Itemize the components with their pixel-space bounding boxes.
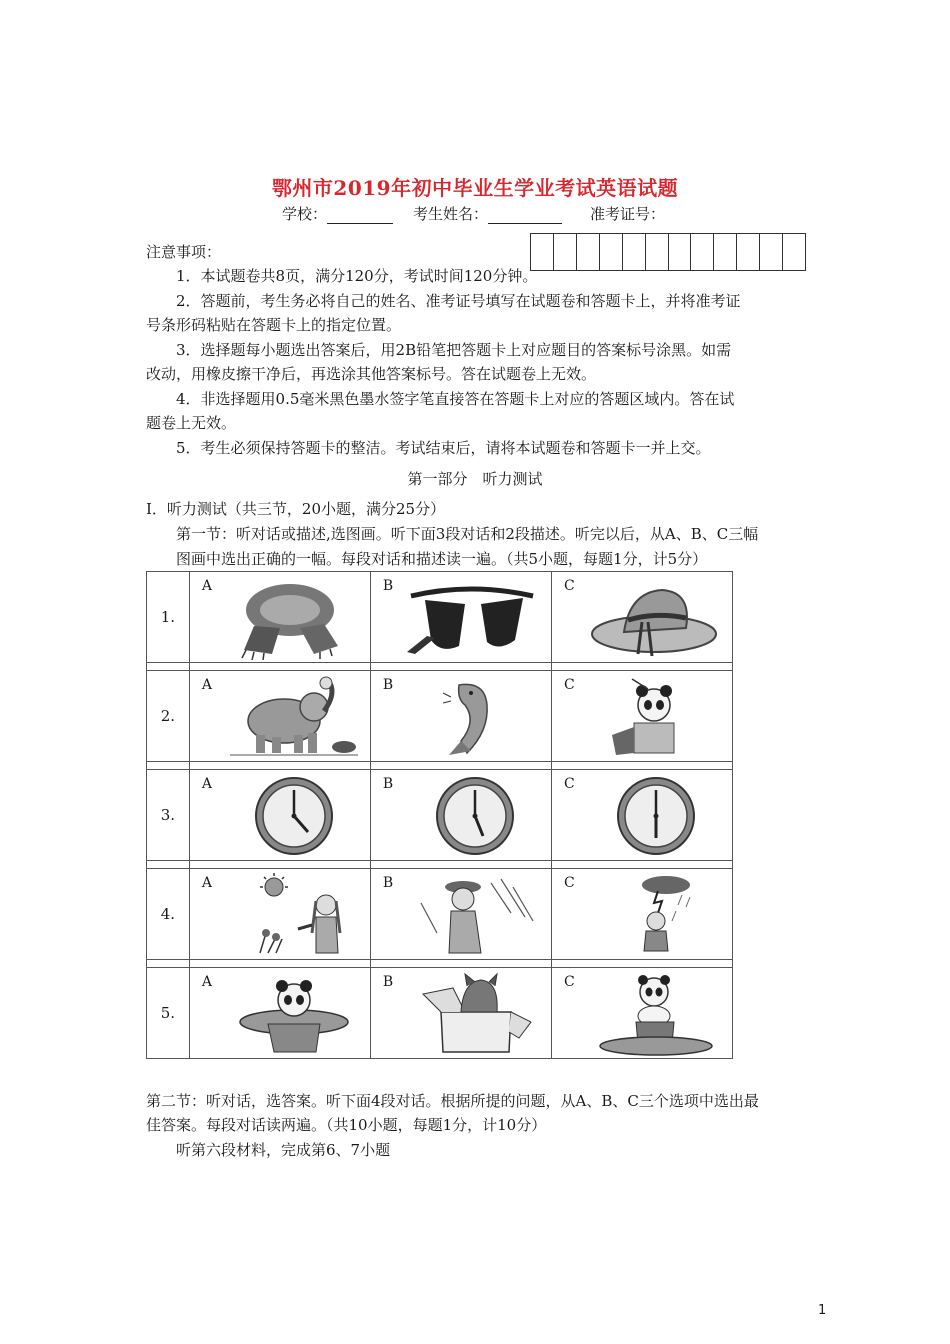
sunny-girl-icon bbox=[220, 873, 360, 957]
exam-number-grid bbox=[530, 233, 806, 271]
clock-icon bbox=[582, 774, 722, 858]
option-label: A bbox=[201, 677, 212, 693]
notice-item: 1．本试题卷共8页，满分120分，考试时间120分钟。 bbox=[176, 267, 538, 285]
name-field bbox=[413, 203, 562, 224]
option-cell[interactable] bbox=[551, 869, 732, 960]
option-cell[interactable] bbox=[551, 968, 732, 1059]
dolphin-icon bbox=[401, 675, 541, 759]
school-label: 学校： bbox=[282, 205, 328, 223]
name-label: 考生姓名： bbox=[413, 205, 489, 223]
option-label: B bbox=[382, 875, 394, 891]
section1-instructions: 图画中选出正确的一幅。每段对话和描述读一遍。（共5小题，每题1分，计5分） bbox=[176, 550, 708, 568]
option-label: C bbox=[563, 677, 575, 693]
option-cell[interactable] bbox=[551, 770, 732, 861]
option-cell[interactable] bbox=[370, 968, 551, 1059]
school-blank bbox=[327, 207, 393, 224]
option-cell[interactable] bbox=[189, 671, 370, 762]
section2-subheading: 听第六段材料，完成第6、7小题 bbox=[176, 1141, 391, 1159]
option-label: C bbox=[563, 875, 575, 891]
panda-in-hat-icon bbox=[220, 972, 360, 1056]
elephant-icon bbox=[220, 675, 360, 759]
section-title: Ⅰ．听力测试（共三节，20小题，满分25分） bbox=[146, 500, 446, 518]
notice-item: 4．非选择题用0.5毫米黑色墨水签字笔直接答在答题卡上对应的答题区域内。答在试 bbox=[176, 390, 735, 408]
notice-item: 2．答题前，考生务必将自己的姓名、准考证号填写在试题卷和答题卡上，并将准考证 bbox=[176, 292, 741, 310]
option-label: A bbox=[201, 776, 212, 792]
notice-heading: 注意事项： bbox=[146, 243, 222, 261]
question-number: 2. bbox=[147, 671, 190, 762]
question-number: 4. bbox=[147, 869, 190, 960]
section2-instructions: 佳答案。每段对话读两遍。（共10小题，每题1分，计10分） bbox=[146, 1116, 547, 1134]
option-label: B bbox=[382, 776, 394, 792]
notice-item: 号条形码粘贴在答题卡上的指定位置。 bbox=[146, 316, 402, 334]
notice-item: 3．选择题每小题选出答案后，用2B铅笔把答题卡上对应题目的答案标号涂黑。如需 bbox=[176, 341, 732, 359]
option-label: C bbox=[563, 974, 575, 990]
fox-in-box-icon bbox=[401, 972, 541, 1056]
option-label: C bbox=[563, 776, 575, 792]
section2-instructions: 第二节：听对话，选答案。听下面4段对话。根据所提的问题，从A、B、C三个选项中选出最 bbox=[146, 1092, 759, 1110]
clock-icon bbox=[220, 774, 360, 858]
option-cell[interactable] bbox=[370, 671, 551, 762]
section1-instructions: 第一节：听对话或描述,选图画。听下面3段对话和2段描述。听完以后，从A、B、C三幅 bbox=[176, 525, 759, 543]
option-label: B bbox=[382, 974, 394, 990]
option-label: A bbox=[201, 875, 212, 891]
school-field bbox=[282, 203, 393, 224]
exam-number-label: 准考证号： bbox=[590, 205, 666, 223]
option-label: A bbox=[201, 578, 212, 594]
question-number: 5. bbox=[147, 968, 190, 1059]
rainy-girl-icon bbox=[582, 873, 722, 957]
sunglasses-icon bbox=[401, 576, 541, 660]
question-number: 1. bbox=[147, 572, 190, 663]
option-cell[interactable] bbox=[370, 572, 551, 663]
part1-heading: 第一部分 听力测试 bbox=[407, 470, 543, 488]
option-cell[interactable] bbox=[551, 671, 732, 762]
option-label: B bbox=[382, 578, 394, 594]
panda-on-hat-icon bbox=[582, 972, 722, 1056]
clock-icon bbox=[401, 774, 541, 858]
notice-item: 5．考生必须保持答题卡的整洁。考试结束后，请将本试题卷和答题卡一并上交。 bbox=[176, 439, 711, 457]
question-number: 3. bbox=[147, 770, 190, 861]
option-cell[interactable] bbox=[370, 770, 551, 861]
panda-icon bbox=[582, 675, 722, 759]
option-cell[interactable] bbox=[370, 869, 551, 960]
page-title: 鄂州市2019年初中毕业生学业考试英语试题 bbox=[271, 176, 679, 200]
name-blank bbox=[488, 207, 562, 224]
sunhat-icon bbox=[582, 576, 722, 660]
option-label: A bbox=[201, 974, 212, 990]
page-number: 1 bbox=[818, 1303, 827, 1318]
option-cell[interactable] bbox=[189, 968, 370, 1059]
windy-girl-icon bbox=[401, 873, 541, 957]
picture-question-table bbox=[146, 571, 733, 1059]
option-cell[interactable] bbox=[189, 869, 370, 960]
option-label: B bbox=[382, 677, 394, 693]
option-cell[interactable] bbox=[551, 572, 732, 663]
scarf-icon bbox=[220, 576, 360, 660]
option-cell[interactable] bbox=[189, 770, 370, 861]
notice-item: 题卷上无效。 bbox=[146, 414, 237, 432]
notice-item: 改动，用橡皮擦干净后，再选涂其他答案标号。答在试题卷上无效。 bbox=[146, 365, 597, 383]
option-label: C bbox=[563, 578, 575, 594]
option-cell[interactable] bbox=[189, 572, 370, 663]
